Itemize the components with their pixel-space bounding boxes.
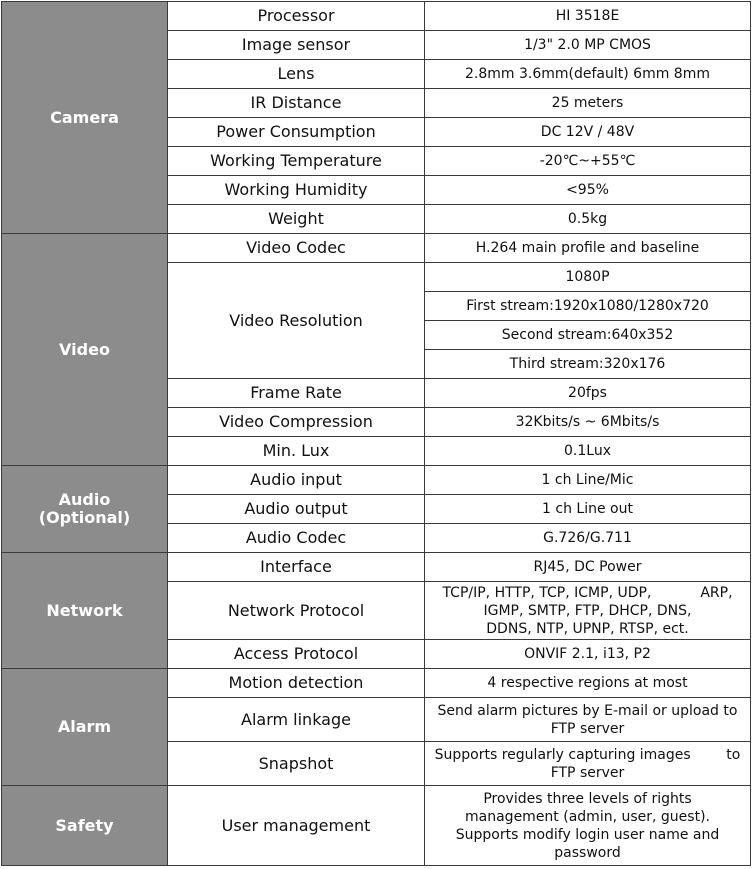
param-lens: Lens <box>168 60 425 89</box>
param-motion-detection: Motion detection <box>168 669 425 698</box>
param-video-compression: Video Compression <box>168 408 425 437</box>
category-video: Video <box>2 234 168 466</box>
value-access-protocol: ONVIF 2.1, i13, P2 <box>425 640 751 669</box>
value-frame-rate: 20fps <box>425 379 751 408</box>
param-audio-output: Audio output <box>168 495 425 524</box>
value-lens: 2.8mm 3.6mm(default) 6mm 8mm <box>425 60 751 89</box>
value-video-codec: H.264 main profile and baseline <box>425 234 751 263</box>
value-resolution-1080p: 1080P <box>425 263 751 292</box>
value-line: FTP server <box>550 764 625 781</box>
value-third-stream: Third stream:320x176 <box>425 350 751 379</box>
value-line: Supports modify login user name and <box>455 826 720 843</box>
table-row <box>2 786 751 866</box>
param-processor: Processor <box>168 2 425 31</box>
value-audio-codec: G.726/G.711 <box>425 524 751 553</box>
value-line: TCP/IP, HTTP, TCP, ICMP, UDP, ARP, <box>442 584 733 601</box>
table-row <box>2 234 751 263</box>
param-audio-codec: Audio Codec <box>168 524 425 553</box>
table-row <box>2 553 751 582</box>
param-image-sensor: Image sensor <box>168 31 425 60</box>
value-image-sensor: 1/3" 2.0 MP CMOS <box>425 31 751 60</box>
param-access-protocol: Access Protocol <box>168 640 425 669</box>
param-audio-input: Audio input <box>168 466 425 495</box>
table-row <box>2 2 751 31</box>
param-interface: Interface <box>168 553 425 582</box>
value-line: IGMP, SMTP, FTP, DHCP, DNS, <box>483 602 692 619</box>
param-weight: Weight <box>168 205 425 234</box>
value-network-protocol <box>425 582 751 640</box>
category-camera: Camera <box>2 2 168 234</box>
value-line: Provides three levels of rights <box>483 790 692 807</box>
value-line: management (admin, user, guest). <box>465 808 710 825</box>
param-network-protocol: Network Protocol <box>168 582 425 640</box>
param-alarm-linkage: Alarm linkage <box>168 698 425 742</box>
category-alarm: Alarm <box>2 669 168 786</box>
value-line: Supports regularly capturing images to <box>434 746 741 763</box>
value-alarm-linkage <box>425 698 751 742</box>
table-row <box>2 669 751 698</box>
value-user-management <box>425 786 751 866</box>
value-interface: RJ45, DC Power <box>425 553 751 582</box>
category-audio-line2: (Optional) <box>38 508 131 527</box>
value-video-compression: 32Kbits/s ~ 6Mbits/s <box>425 408 751 437</box>
category-network: Network <box>2 553 168 669</box>
param-video-codec: Video Codec <box>168 234 425 263</box>
category-audio-line1: Audio <box>58 490 111 509</box>
value-audio-input: 1 ch Line/Mic <box>425 466 751 495</box>
value-second-stream: Second stream:640x352 <box>425 321 751 350</box>
value-weight: 0.5kg <box>425 205 751 234</box>
param-snapshot: Snapshot <box>168 742 425 786</box>
value-line: password <box>554 844 621 861</box>
value-audio-output: 1 ch Line out <box>425 495 751 524</box>
param-working-temperature: Working Temperature <box>168 147 425 176</box>
param-min-lux: Min. Lux <box>168 437 425 466</box>
spec-table <box>1 1 751 866</box>
value-processor: HI 3518E <box>425 2 751 31</box>
value-line: DDNS, NTP, UPNP, RTSP, ect. <box>486 620 689 637</box>
table-row <box>2 466 751 495</box>
value-first-stream: First stream:1920x1080/1280x720 <box>425 292 751 321</box>
param-video-resolution: Video Resolution <box>168 263 425 379</box>
value-snapshot <box>425 742 751 786</box>
param-user-management: User management <box>168 786 425 866</box>
value-motion-detection: 4 respective regions at most <box>425 669 751 698</box>
param-ir-distance: IR Distance <box>168 89 425 118</box>
value-power-consumption: DC 12V / 48V <box>425 118 751 147</box>
value-line: Send alarm pictures by E-mail or upload to <box>437 702 738 719</box>
value-min-lux: 0.1Lux <box>425 437 751 466</box>
param-frame-rate: Frame Rate <box>168 379 425 408</box>
param-working-humidity: Working Humidity <box>168 176 425 205</box>
param-power-consumption: Power Consumption <box>168 118 425 147</box>
category-audio <box>2 466 168 553</box>
value-working-temperature: -20℃~+55℃ <box>425 147 751 176</box>
value-working-humidity: <95% <box>425 176 751 205</box>
value-ir-distance: 25 meters <box>425 89 751 118</box>
value-line: FTP server <box>550 720 625 737</box>
category-safety: Safety <box>2 786 168 866</box>
